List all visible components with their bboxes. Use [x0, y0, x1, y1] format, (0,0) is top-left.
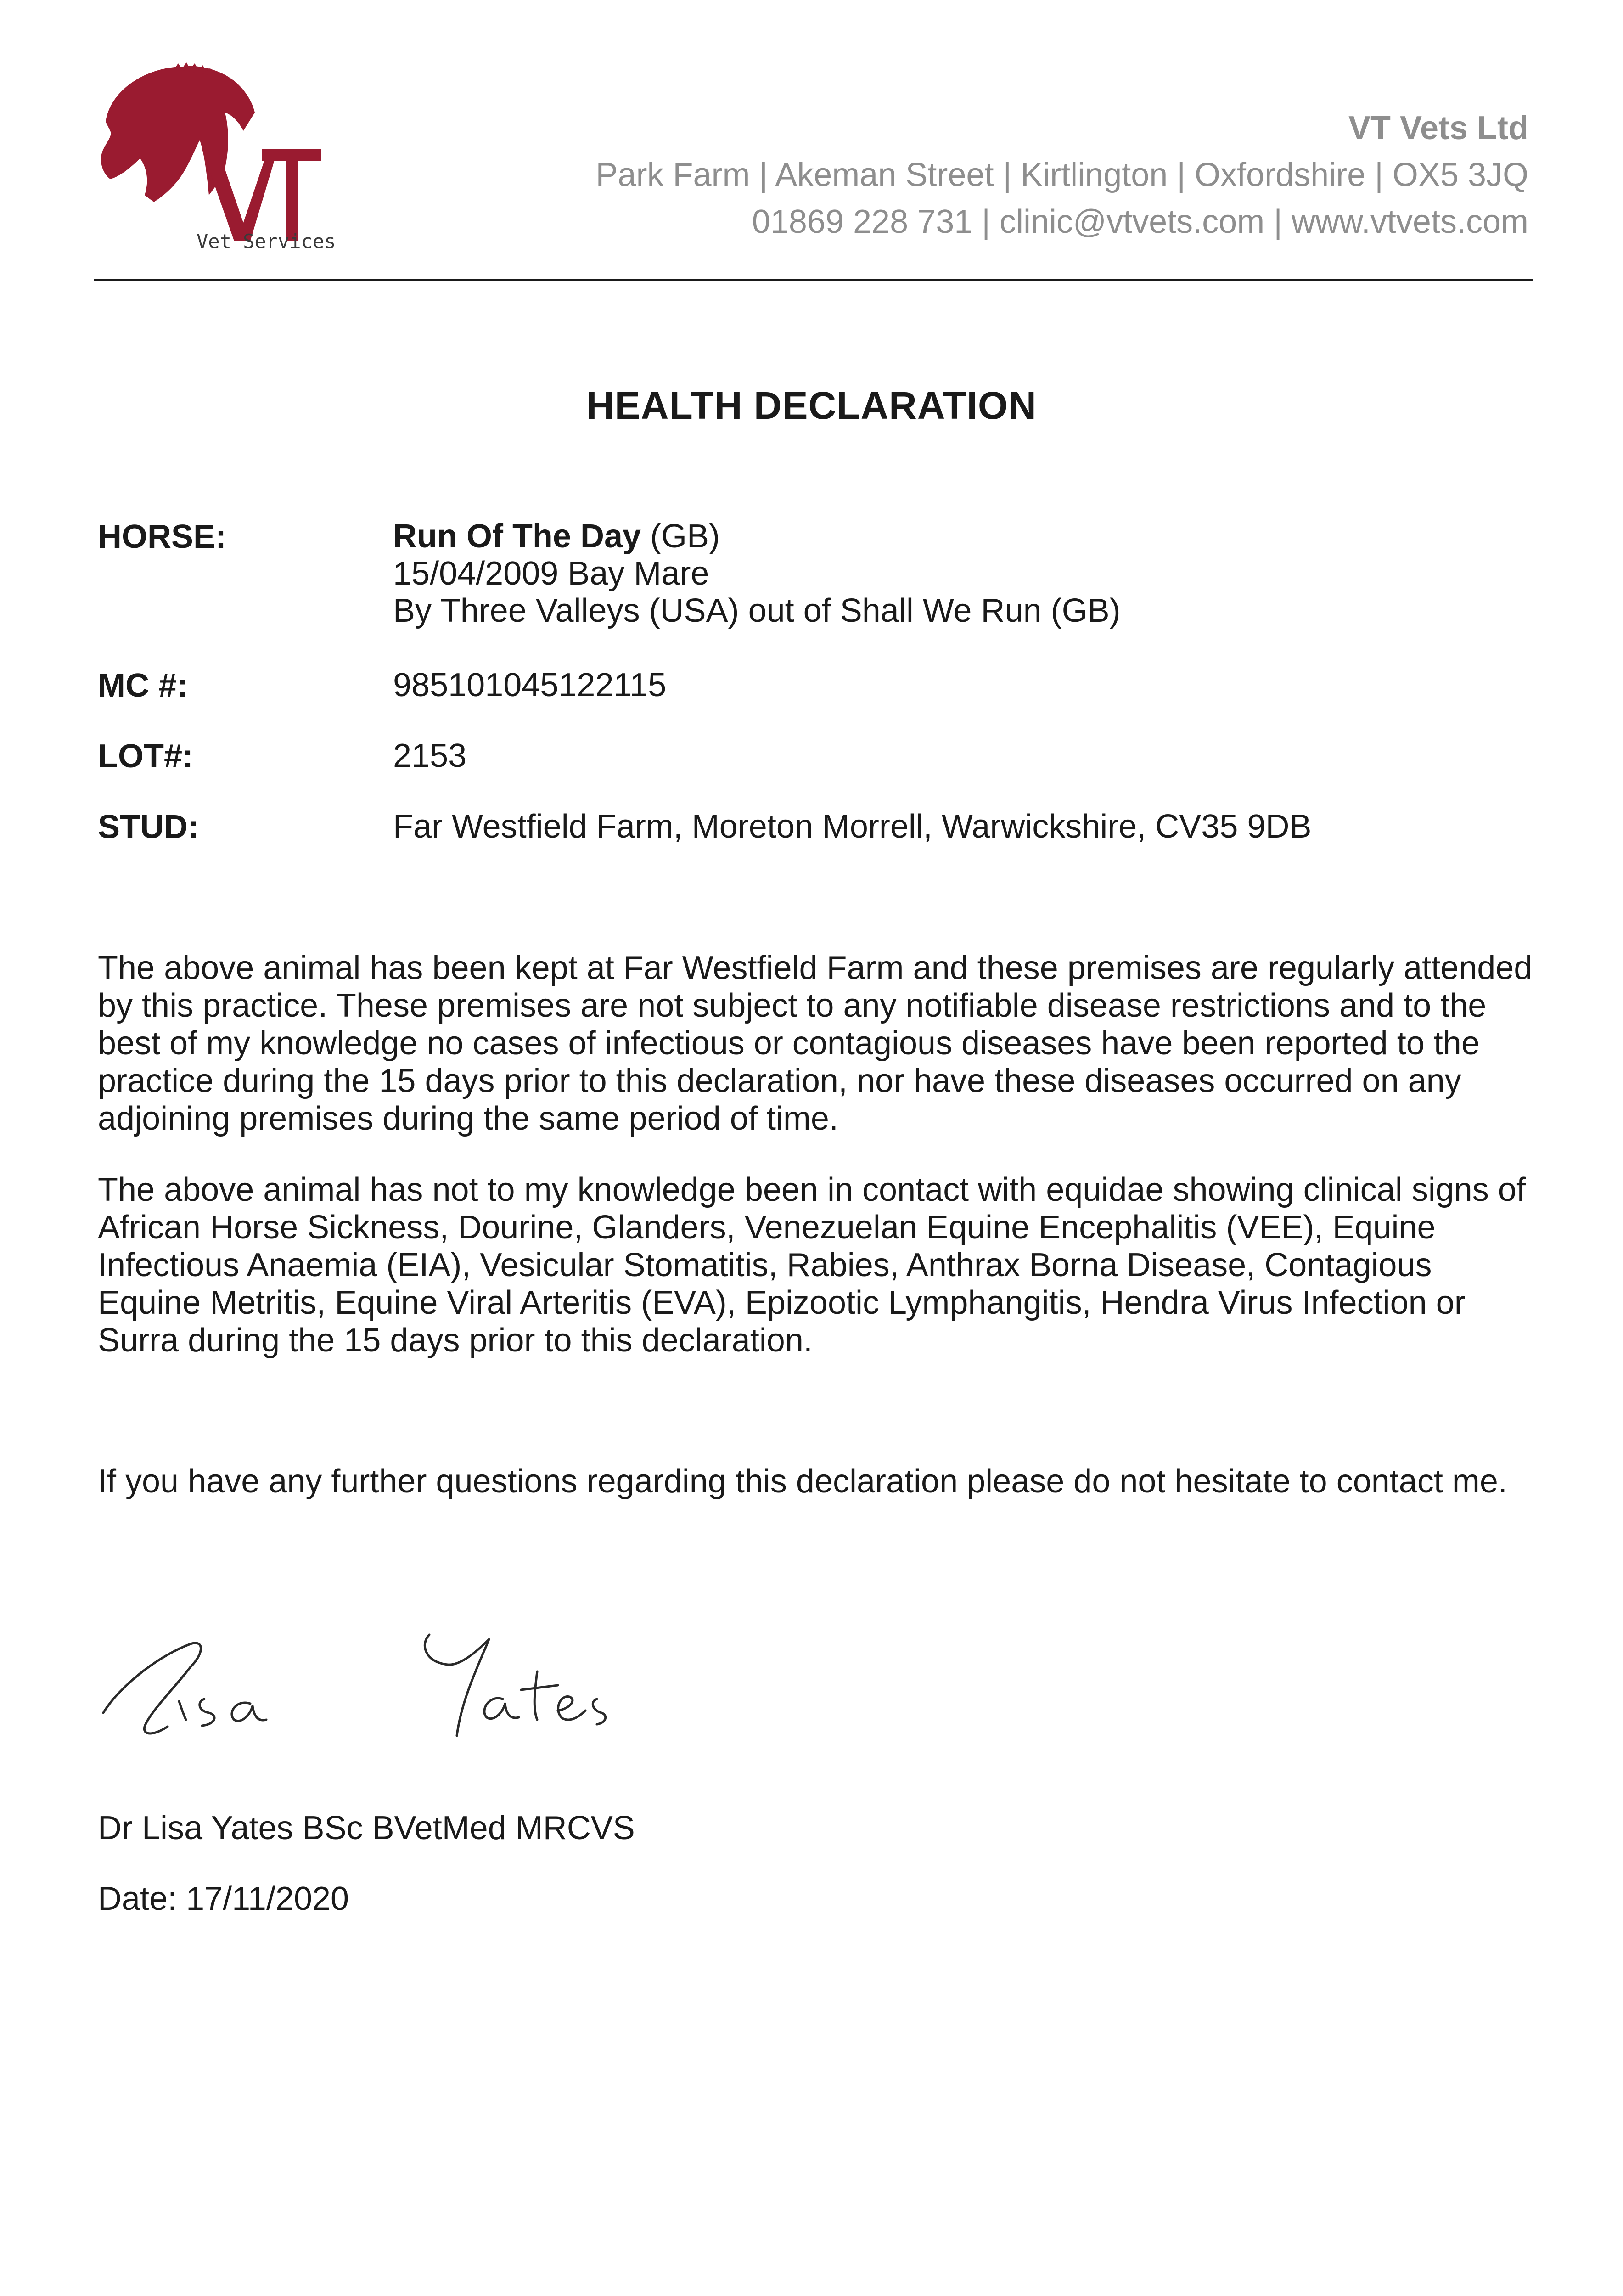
logo-tagline: Vet Services	[197, 230, 336, 250]
horse-country: (GB)	[641, 518, 720, 555]
horse-label: HORSE:	[98, 518, 227, 555]
horse-name: Run Of The Day	[393, 518, 641, 555]
handwritten-signature	[99, 1621, 709, 1750]
stud-label: STUD:	[98, 809, 199, 845]
header-divider	[94, 279, 1533, 281]
horse-value	[393, 518, 1121, 630]
vt-logo	[92, 57, 358, 250]
lot-label: LOT#:	[98, 738, 193, 775]
declaration-paragraph-1: The above animal has been kept at Far Westfield Farm and these premises are regularly attended by this practice. These premises are not subject to any notifiable disease restrictions and to the best of my knowledge no cases of infectious or contagious diseases have been reported to the practice during the 15 days prior to this declaration, nor have these diseases occurred on any adjoining premises during the same period of time.	[98, 950, 1533, 1137]
mc-value: 985101045122115	[393, 667, 667, 703]
company-header	[595, 105, 1528, 245]
company-address: Park Farm | Akeman Street | Kirtlington | Oxfordshire | OX5 3JQ	[595, 157, 1528, 193]
horse-head-logo-mark	[101, 66, 255, 202]
horse-dob-description: 15/04/2009 Bay Mare	[393, 555, 709, 592]
document-title: HEALTH DECLARATION	[586, 384, 1037, 427]
declaration-paragraph-2: The above animal has not to my knowledge been in contact with equidae showing clinical signs of African Horse Sickness, Dourine, Glanders, Venezuelan Equine Encephalitis (VEE), Equine Infectious Anaemia (EIA), Vesicular Stomatitis, Rabies, Anthrax Borna Disease, Contagious Equine Metritis, Equine Viral Arteritis (EVA), Epizootic Lymphangitis, Hendra Virus Infection or Surra during the 15 days prior to this declaration.	[98, 1171, 1526, 1359]
stud-value: Far Westfield Farm, Moreton Morrell, Warwickshire, CV35 9DB	[393, 808, 1312, 845]
lot-value: 2153	[393, 737, 467, 774]
closing-paragraph: If you have any further questions regarding this declaration please do not hesitate to contact me.	[98, 1463, 1507, 1500]
company-contact: 01869 228 731 | clinic@vtvets.com | www.vtvets.com	[752, 203, 1528, 240]
signatory-name: Dr Lisa Yates BSc BVetMed MRCVS	[98, 1810, 635, 1846]
mc-label: MC #:	[98, 667, 188, 704]
company-name: VT Vets Ltd	[1348, 110, 1528, 146]
horse-pedigree: By Three Valleys (USA) out of Shall We Run (GB)	[393, 592, 1121, 629]
declaration-date: Date: 17/11/2020	[98, 1880, 349, 1917]
